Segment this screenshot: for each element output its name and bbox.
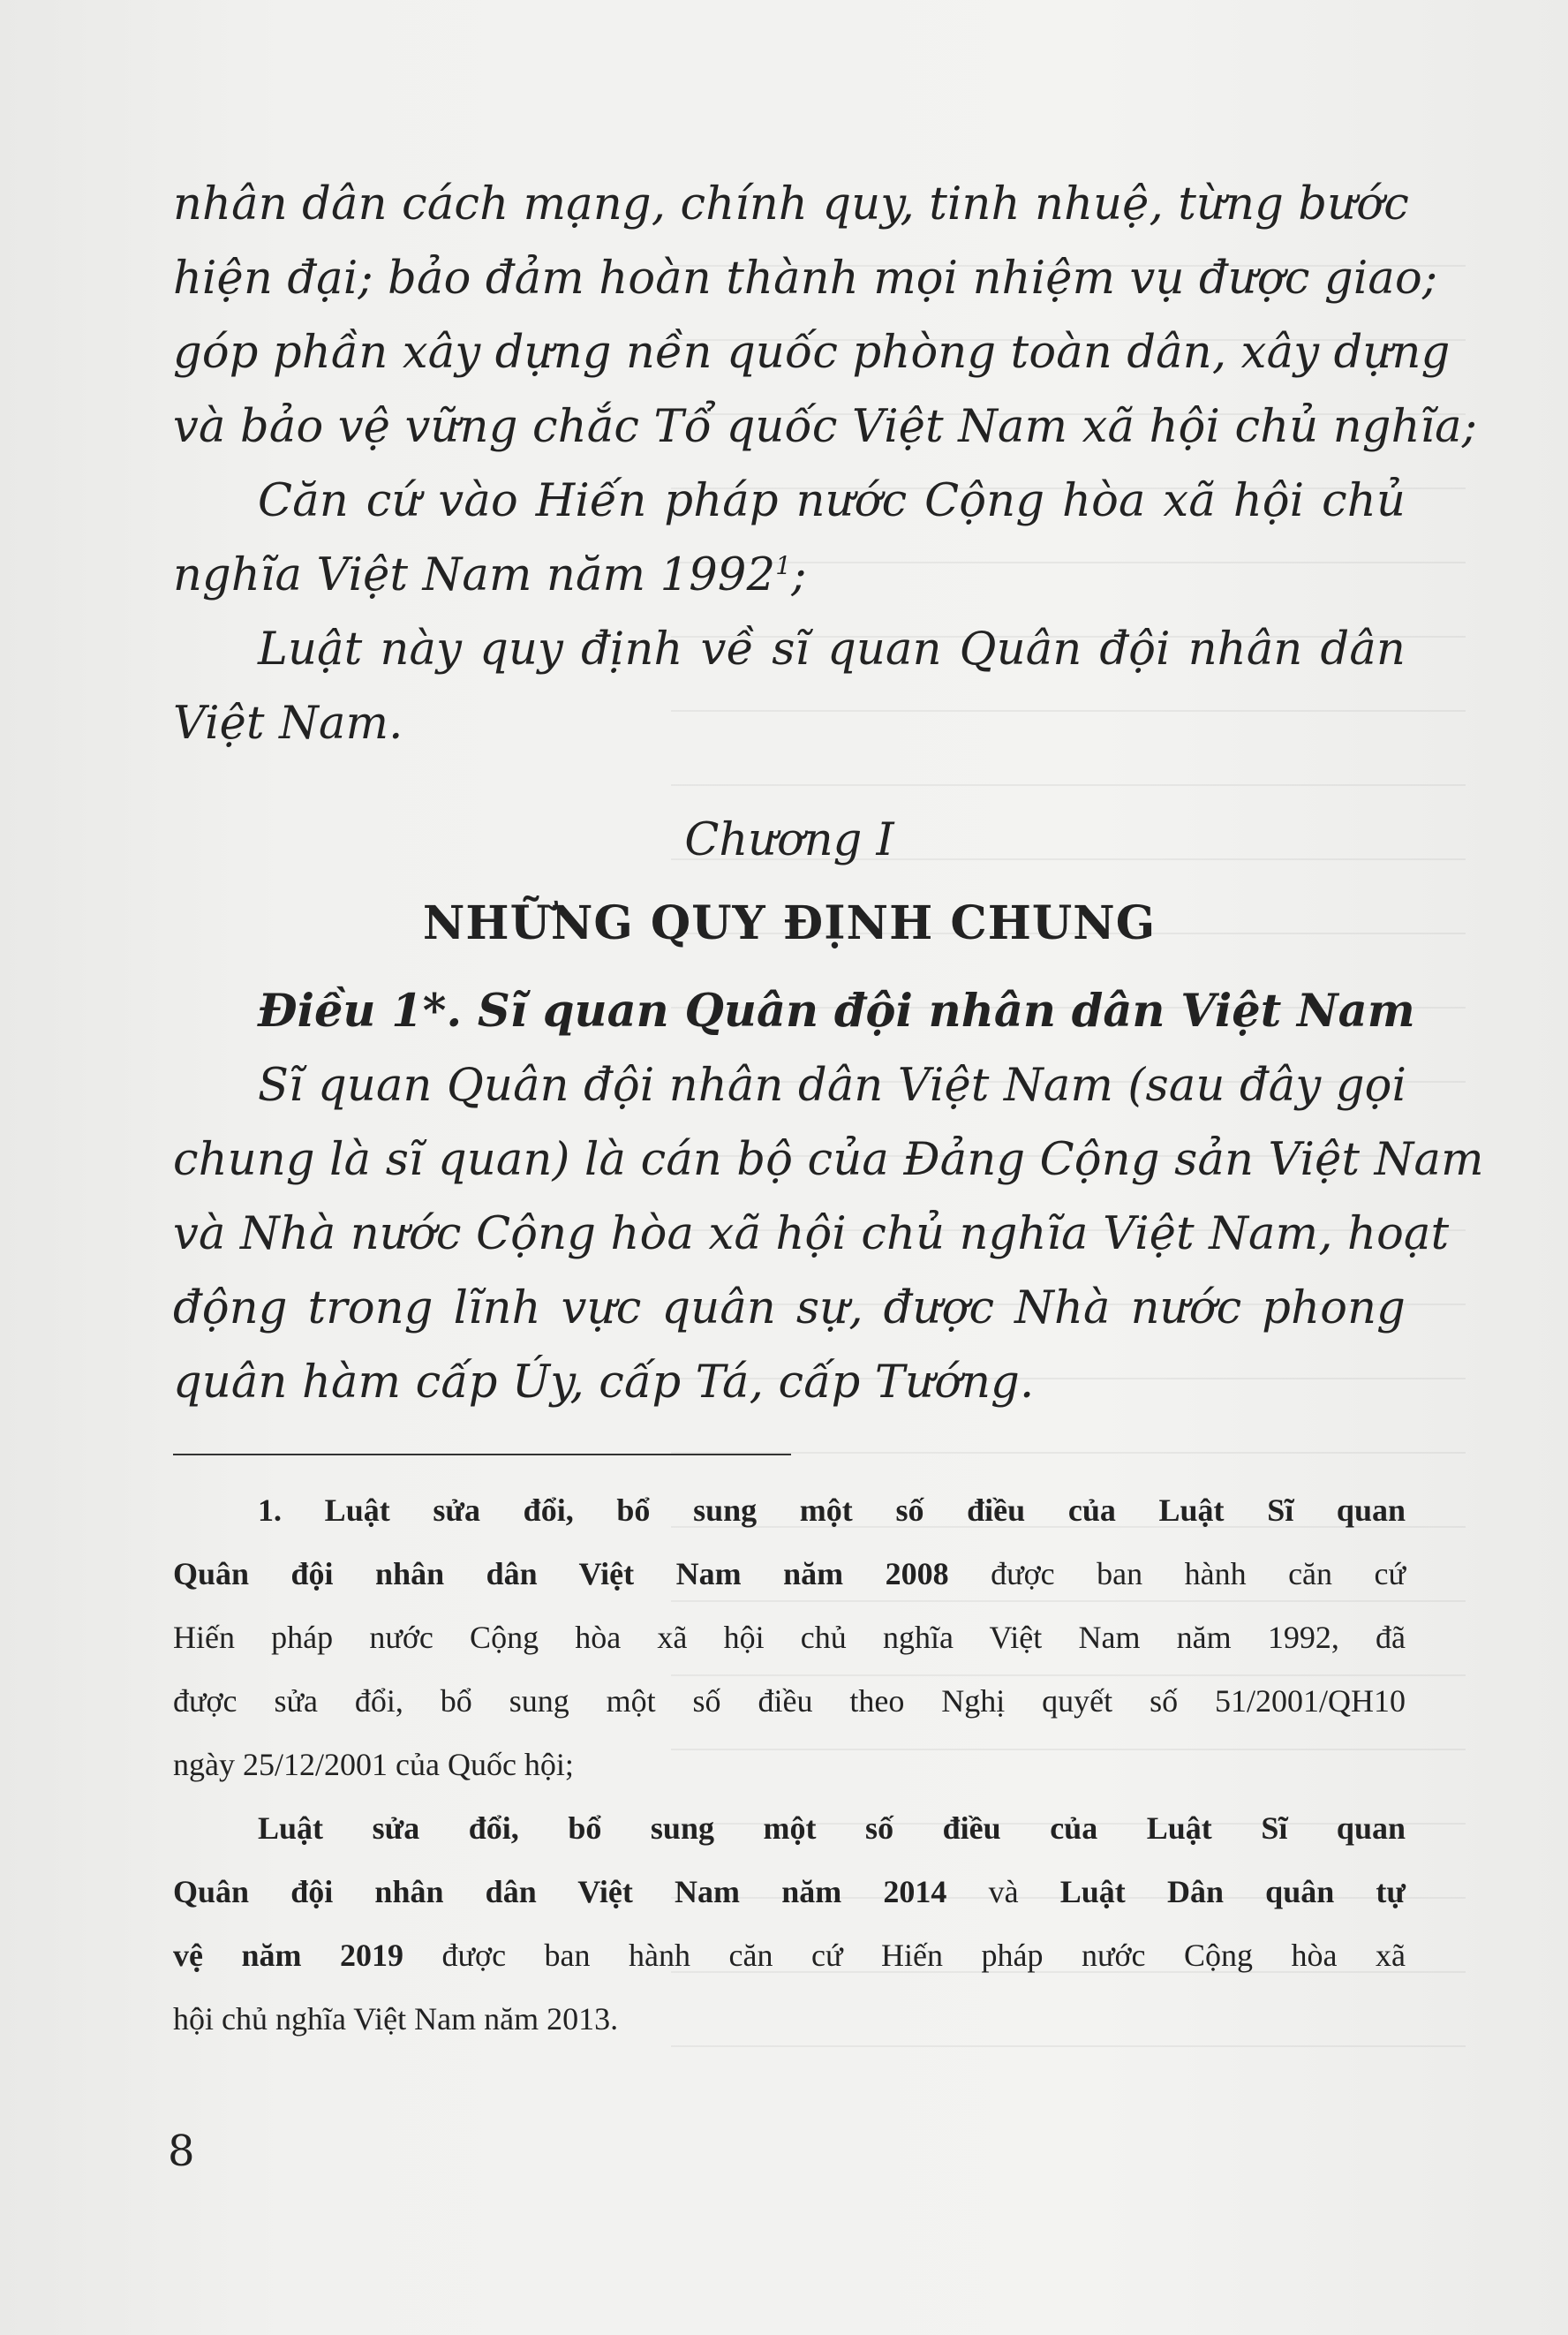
footnote-line [173, 1860, 1406, 1923]
basis-line [173, 539, 1406, 613]
footnote-bold: 1. Luật sửa đổi, bổ sung một số điều của Luật Sĩ quan [258, 1492, 1406, 1528]
article-line: quân hàm cấp Úy, cấp Tá, cấp Tướng. [173, 1356, 1035, 1409]
footnote-line: hội chủ nghĩa Việt Nam năm 2013. [173, 2001, 619, 2037]
footnote-line [173, 1542, 1406, 1606]
article-title: Điều 1*. Sĩ quan Quân đội nhân dân Việt Nam [258, 985, 1415, 1038]
footnote-bold: Luật Dân quân tự [1059, 1874, 1406, 1909]
footnote-bold: Luật sửa đổi, bổ sung một số điều của Luật Sĩ quan [258, 1810, 1406, 1846]
footnote-ref: 1 [775, 551, 792, 580]
footnote-bold: Quân đội nhân dân Việt Nam năm 2014 [173, 1874, 947, 1909]
footnote-text: được ban hành căn cứ Hiến pháp nước Cộng hòa xã [403, 1938, 1406, 1973]
footnote-line: được sửa đổi, bổ sung một số điều theo Nghị quyết số 51/2001/QH10 [173, 1683, 1406, 1719]
footnote-line [173, 1478, 1406, 1542]
basis-punct: ; [791, 549, 807, 601]
footnote-line [173, 1923, 1406, 1987]
footnote-line: ngày 25/12/2001 của Quốc hội; [173, 1747, 574, 1782]
intro-line: nhân dân cách mạng, chính quy, tinh nhuệ, từng bước [173, 178, 1409, 230]
footnote-text: và [946, 1874, 1060, 1909]
intro-line: góp phần xây dựng nền quốc phòng toàn dân, xây dựng [173, 327, 1451, 379]
basis-line: Căn cứ vào Hiến pháp nước Cộng hòa xã hội chủ [258, 475, 1406, 527]
article-line: chung là sĩ quan) là cán bộ của Đảng Cộng sản Việt Nam [173, 1134, 1484, 1186]
intro-line: và bảo vệ vững chắc Tổ quốc Việt Nam xã hội chủ nghĩa; [173, 401, 1478, 453]
page-number: 8 [168, 2127, 195, 2176]
article-line: Sĩ quan Quân đội nhân dân Việt Nam (sau đây gọi [258, 1060, 1407, 1112]
footnote-divider [173, 1454, 791, 1455]
basis-text: nghĩa Việt Nam năm 1992 [173, 549, 776, 601]
footnote-line [173, 1796, 1406, 1860]
intro-line: hiện đại; bảo đảm hoàn thành mọi nhiệm vụ được giao; [173, 253, 1438, 305]
footnote-bold: Quân đội nhân dân Việt Nam năm 2008 [173, 1556, 949, 1591]
footnote-line: Hiến pháp nước Cộng hòa xã hội chủ nghĩa Việt Nam năm 1992, đã [173, 1620, 1406, 1655]
chapter-title: NHỮNG QUY ĐỊNH CHUNG [422, 896, 1157, 950]
article-line: và Nhà nước Cộng hòa xã hội chủ nghĩa Việt Nam, hoạt [173, 1208, 1450, 1260]
footnote-text: được ban hành căn cứ [948, 1556, 1406, 1591]
chapter-label: Chương I [684, 814, 894, 866]
page-content [173, 168, 1484, 2051]
scope-line: Việt Nam. [173, 698, 403, 750]
footnote-bold: vệ năm 2019 [173, 1938, 404, 1973]
scope-line: Luật này quy định về sĩ quan Quân đội nhân dân [258, 623, 1406, 676]
article-line: động trong lĩnh vực quân sự, được Nhà nước phong [173, 1282, 1406, 1334]
